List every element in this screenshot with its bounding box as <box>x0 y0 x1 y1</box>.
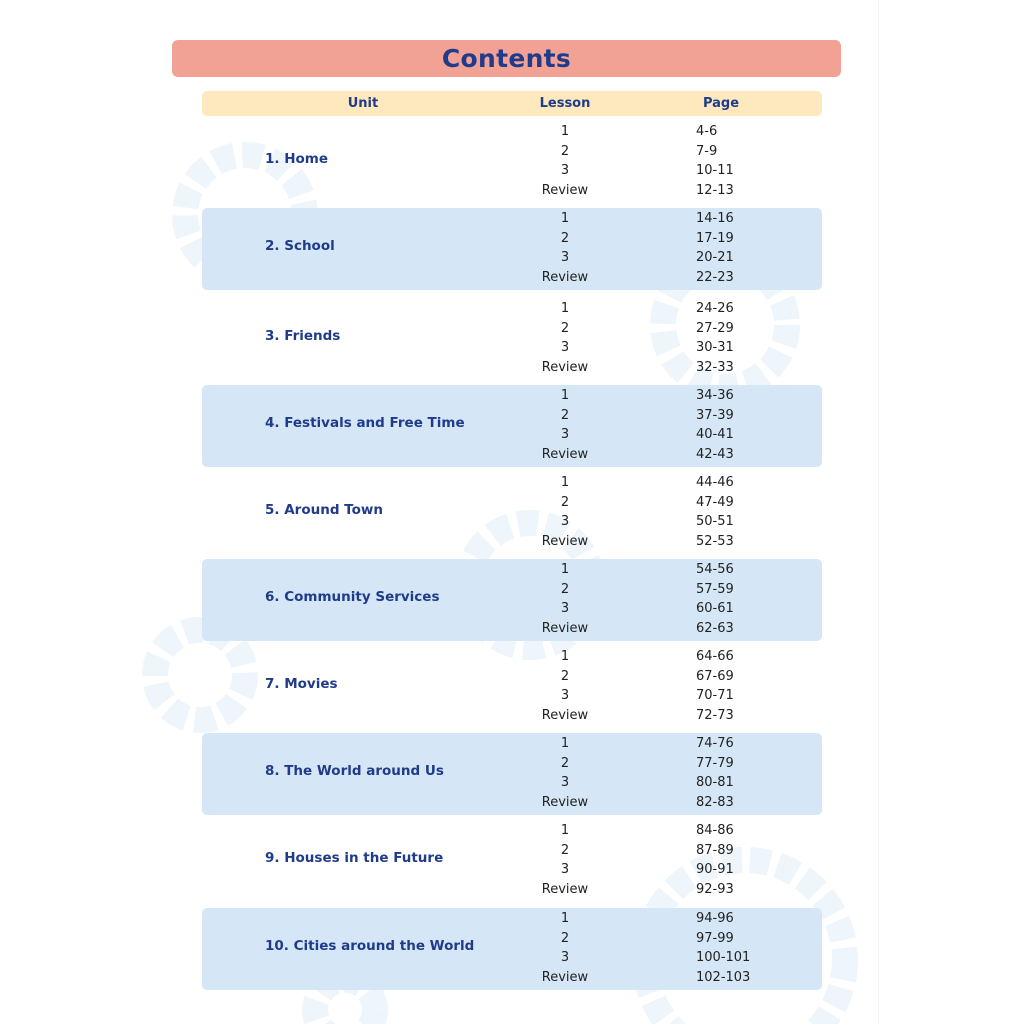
page-range-cell: 62-63 <box>696 620 734 636</box>
lesson-cell: 2 <box>560 494 570 510</box>
page-range-cell: 32-33 <box>696 359 734 375</box>
lesson-cell: 2 <box>560 230 570 246</box>
lesson-cell: 3 <box>560 340 570 356</box>
lesson-row <box>202 425 822 445</box>
lesson-row <box>202 734 822 754</box>
page-range-cell: 27-29 <box>696 320 734 336</box>
lesson-cell: 2 <box>560 143 570 159</box>
page-range-cell: 12-13 <box>696 182 734 198</box>
lesson-row <box>202 754 822 774</box>
lesson-cell: 3 <box>560 514 570 530</box>
unit-title: 9. Houses in the Future <box>265 850 444 866</box>
lesson-row <box>202 248 822 268</box>
lesson-cell: Review <box>541 707 589 723</box>
unit-row <box>202 208 822 290</box>
unit-row <box>202 908 822 990</box>
lesson-row <box>202 512 822 532</box>
page-range-cell: 90-91 <box>696 862 734 878</box>
lesson-row <box>202 909 822 929</box>
unit-row <box>202 385 822 467</box>
lesson-row <box>202 860 822 880</box>
lesson-row <box>202 319 822 339</box>
lesson-row <box>202 209 822 229</box>
page-range-cell: 80-81 <box>696 775 734 791</box>
lesson-cell: Review <box>541 881 589 897</box>
unit-row <box>202 646 822 728</box>
lesson-cell: 1 <box>560 388 570 403</box>
unit-title: 5. Around Town <box>265 502 383 518</box>
lesson-cell: Review <box>541 359 589 375</box>
page-range-cell: 54-56 <box>696 562 734 577</box>
page-range-cell: 30-31 <box>696 340 734 356</box>
page-range-cell: 72-73 <box>696 707 734 723</box>
unit-title: 8. The World around Us <box>265 763 444 779</box>
lesson-row <box>202 181 822 201</box>
lesson-row <box>202 580 822 600</box>
page-range-cell: 82-83 <box>696 794 734 810</box>
lesson-row <box>202 706 822 726</box>
unit-row <box>202 559 822 641</box>
lesson-cell: 2 <box>560 930 570 946</box>
unit-row <box>202 820 822 902</box>
lesson-cell: 1 <box>560 823 570 838</box>
page-range-cell: 42-43 <box>696 446 734 462</box>
lesson-row <box>202 532 822 552</box>
lesson-row <box>202 406 822 426</box>
lesson-row <box>202 929 822 949</box>
unit-title: 1. Home <box>265 151 329 167</box>
lesson-cell: 3 <box>560 775 570 791</box>
contents-title-bar <box>172 40 841 77</box>
unit-title: 4. Festivals and Free Time <box>265 415 465 431</box>
lesson-row <box>202 647 822 667</box>
lesson-cell: 1 <box>560 475 570 490</box>
lesson-cell: 3 <box>560 688 570 704</box>
page-range-cell: 70-71 <box>696 688 734 704</box>
lesson-row <box>202 161 822 181</box>
lesson-row <box>202 142 822 162</box>
lesson-cell: 1 <box>560 211 570 226</box>
page-range-cell: 102-103 <box>696 969 751 985</box>
lesson-row <box>202 793 822 813</box>
page-range-cell: 50-51 <box>696 514 734 530</box>
lesson-row <box>202 338 822 358</box>
lesson-cell: 2 <box>560 842 570 858</box>
column-header-lesson: Lesson <box>539 96 591 111</box>
lesson-row <box>202 667 822 687</box>
table-header-row <box>202 91 822 116</box>
lesson-row <box>202 386 822 406</box>
page-range-cell: 44-46 <box>696 475 734 490</box>
lesson-cell: 3 <box>560 862 570 878</box>
lesson-cell: 1 <box>560 911 570 926</box>
lesson-row <box>202 122 822 142</box>
lesson-row <box>202 968 822 988</box>
page-range-cell: 24-26 <box>696 301 734 316</box>
lesson-row <box>202 686 822 706</box>
page-range-cell: 92-93 <box>696 881 734 897</box>
lesson-cell: 2 <box>560 407 570 423</box>
page-range-cell: 60-61 <box>696 601 734 617</box>
lesson-cell: 2 <box>560 581 570 597</box>
page-range-cell: 97-99 <box>696 930 734 946</box>
lesson-cell: 2 <box>560 320 570 336</box>
page-range-cell: 84-86 <box>696 823 734 838</box>
lesson-cell: 3 <box>560 250 570 266</box>
unit-title: 2. School <box>265 238 335 254</box>
unit-title: 10. Cities around the World <box>265 938 475 954</box>
page-range-cell: 40-41 <box>696 427 734 443</box>
page-range-cell: 64-66 <box>696 649 734 664</box>
lesson-row <box>202 229 822 249</box>
lesson-cell: 1 <box>560 124 570 139</box>
page-range-cell: 52-53 <box>696 533 734 549</box>
lesson-cell: Review <box>541 969 589 985</box>
lesson-cell: 1 <box>560 562 570 577</box>
page-range-cell: 67-69 <box>696 668 734 684</box>
column-header-unit: Unit <box>347 96 379 111</box>
lesson-row <box>202 268 822 288</box>
page-range-cell: 7-9 <box>696 143 718 159</box>
page-range-cell: 94-96 <box>696 911 734 926</box>
unit-row <box>202 472 822 554</box>
lesson-cell: Review <box>541 794 589 810</box>
lesson-cell: Review <box>541 446 589 462</box>
page-range-cell: 37-39 <box>696 407 734 423</box>
page-title: Contents <box>441 44 572 73</box>
page-range-cell: 77-79 <box>696 755 734 771</box>
unit-row <box>202 298 822 380</box>
lesson-cell: Review <box>541 620 589 636</box>
lesson-row <box>202 299 822 319</box>
lesson-cell: 3 <box>560 163 570 179</box>
lesson-cell: 3 <box>560 950 570 966</box>
unit-title: 6. Community Services <box>265 589 440 605</box>
page-range-cell: 87-89 <box>696 842 734 858</box>
lesson-cell: 1 <box>560 649 570 664</box>
unit-title: 7. Movies <box>265 676 338 692</box>
lesson-row <box>202 560 822 580</box>
lesson-row <box>202 445 822 465</box>
unit-row <box>202 121 822 203</box>
lesson-cell: Review <box>541 533 589 549</box>
lesson-cell: 3 <box>560 427 570 443</box>
page-range-cell: 20-21 <box>696 250 734 266</box>
lesson-row <box>202 599 822 619</box>
page-range-cell: 47-49 <box>696 494 734 510</box>
lesson-cell: Review <box>541 182 589 198</box>
lesson-cell: 1 <box>560 736 570 751</box>
lesson-row <box>202 473 822 493</box>
lesson-row <box>202 619 822 639</box>
lesson-cell: 2 <box>560 668 570 684</box>
lesson-row <box>202 880 822 900</box>
page-range-cell: 17-19 <box>696 230 734 246</box>
unit-row <box>202 733 822 815</box>
lesson-row <box>202 948 822 968</box>
lesson-cell: Review <box>541 269 589 285</box>
lesson-cell: 1 <box>560 301 570 316</box>
page-range-cell: 14-16 <box>696 211 734 226</box>
lesson-row <box>202 821 822 841</box>
page-range-cell: 100-101 <box>696 950 751 966</box>
page-range-cell: 22-23 <box>696 269 734 285</box>
column-header-page: Page <box>702 96 740 111</box>
page-range-cell: 4-6 <box>696 124 718 139</box>
lesson-row <box>202 493 822 513</box>
lesson-row <box>202 841 822 861</box>
page-range-cell: 10-11 <box>696 163 734 179</box>
lesson-cell: 3 <box>560 601 570 617</box>
page-range-cell: 57-59 <box>696 581 734 597</box>
lesson-row <box>202 773 822 793</box>
lesson-row <box>202 358 822 378</box>
unit-title: 3. Friends <box>265 328 341 344</box>
page-range-cell: 34-36 <box>696 388 734 403</box>
page-range-cell: 74-76 <box>696 736 734 751</box>
lesson-cell: 2 <box>560 755 570 771</box>
